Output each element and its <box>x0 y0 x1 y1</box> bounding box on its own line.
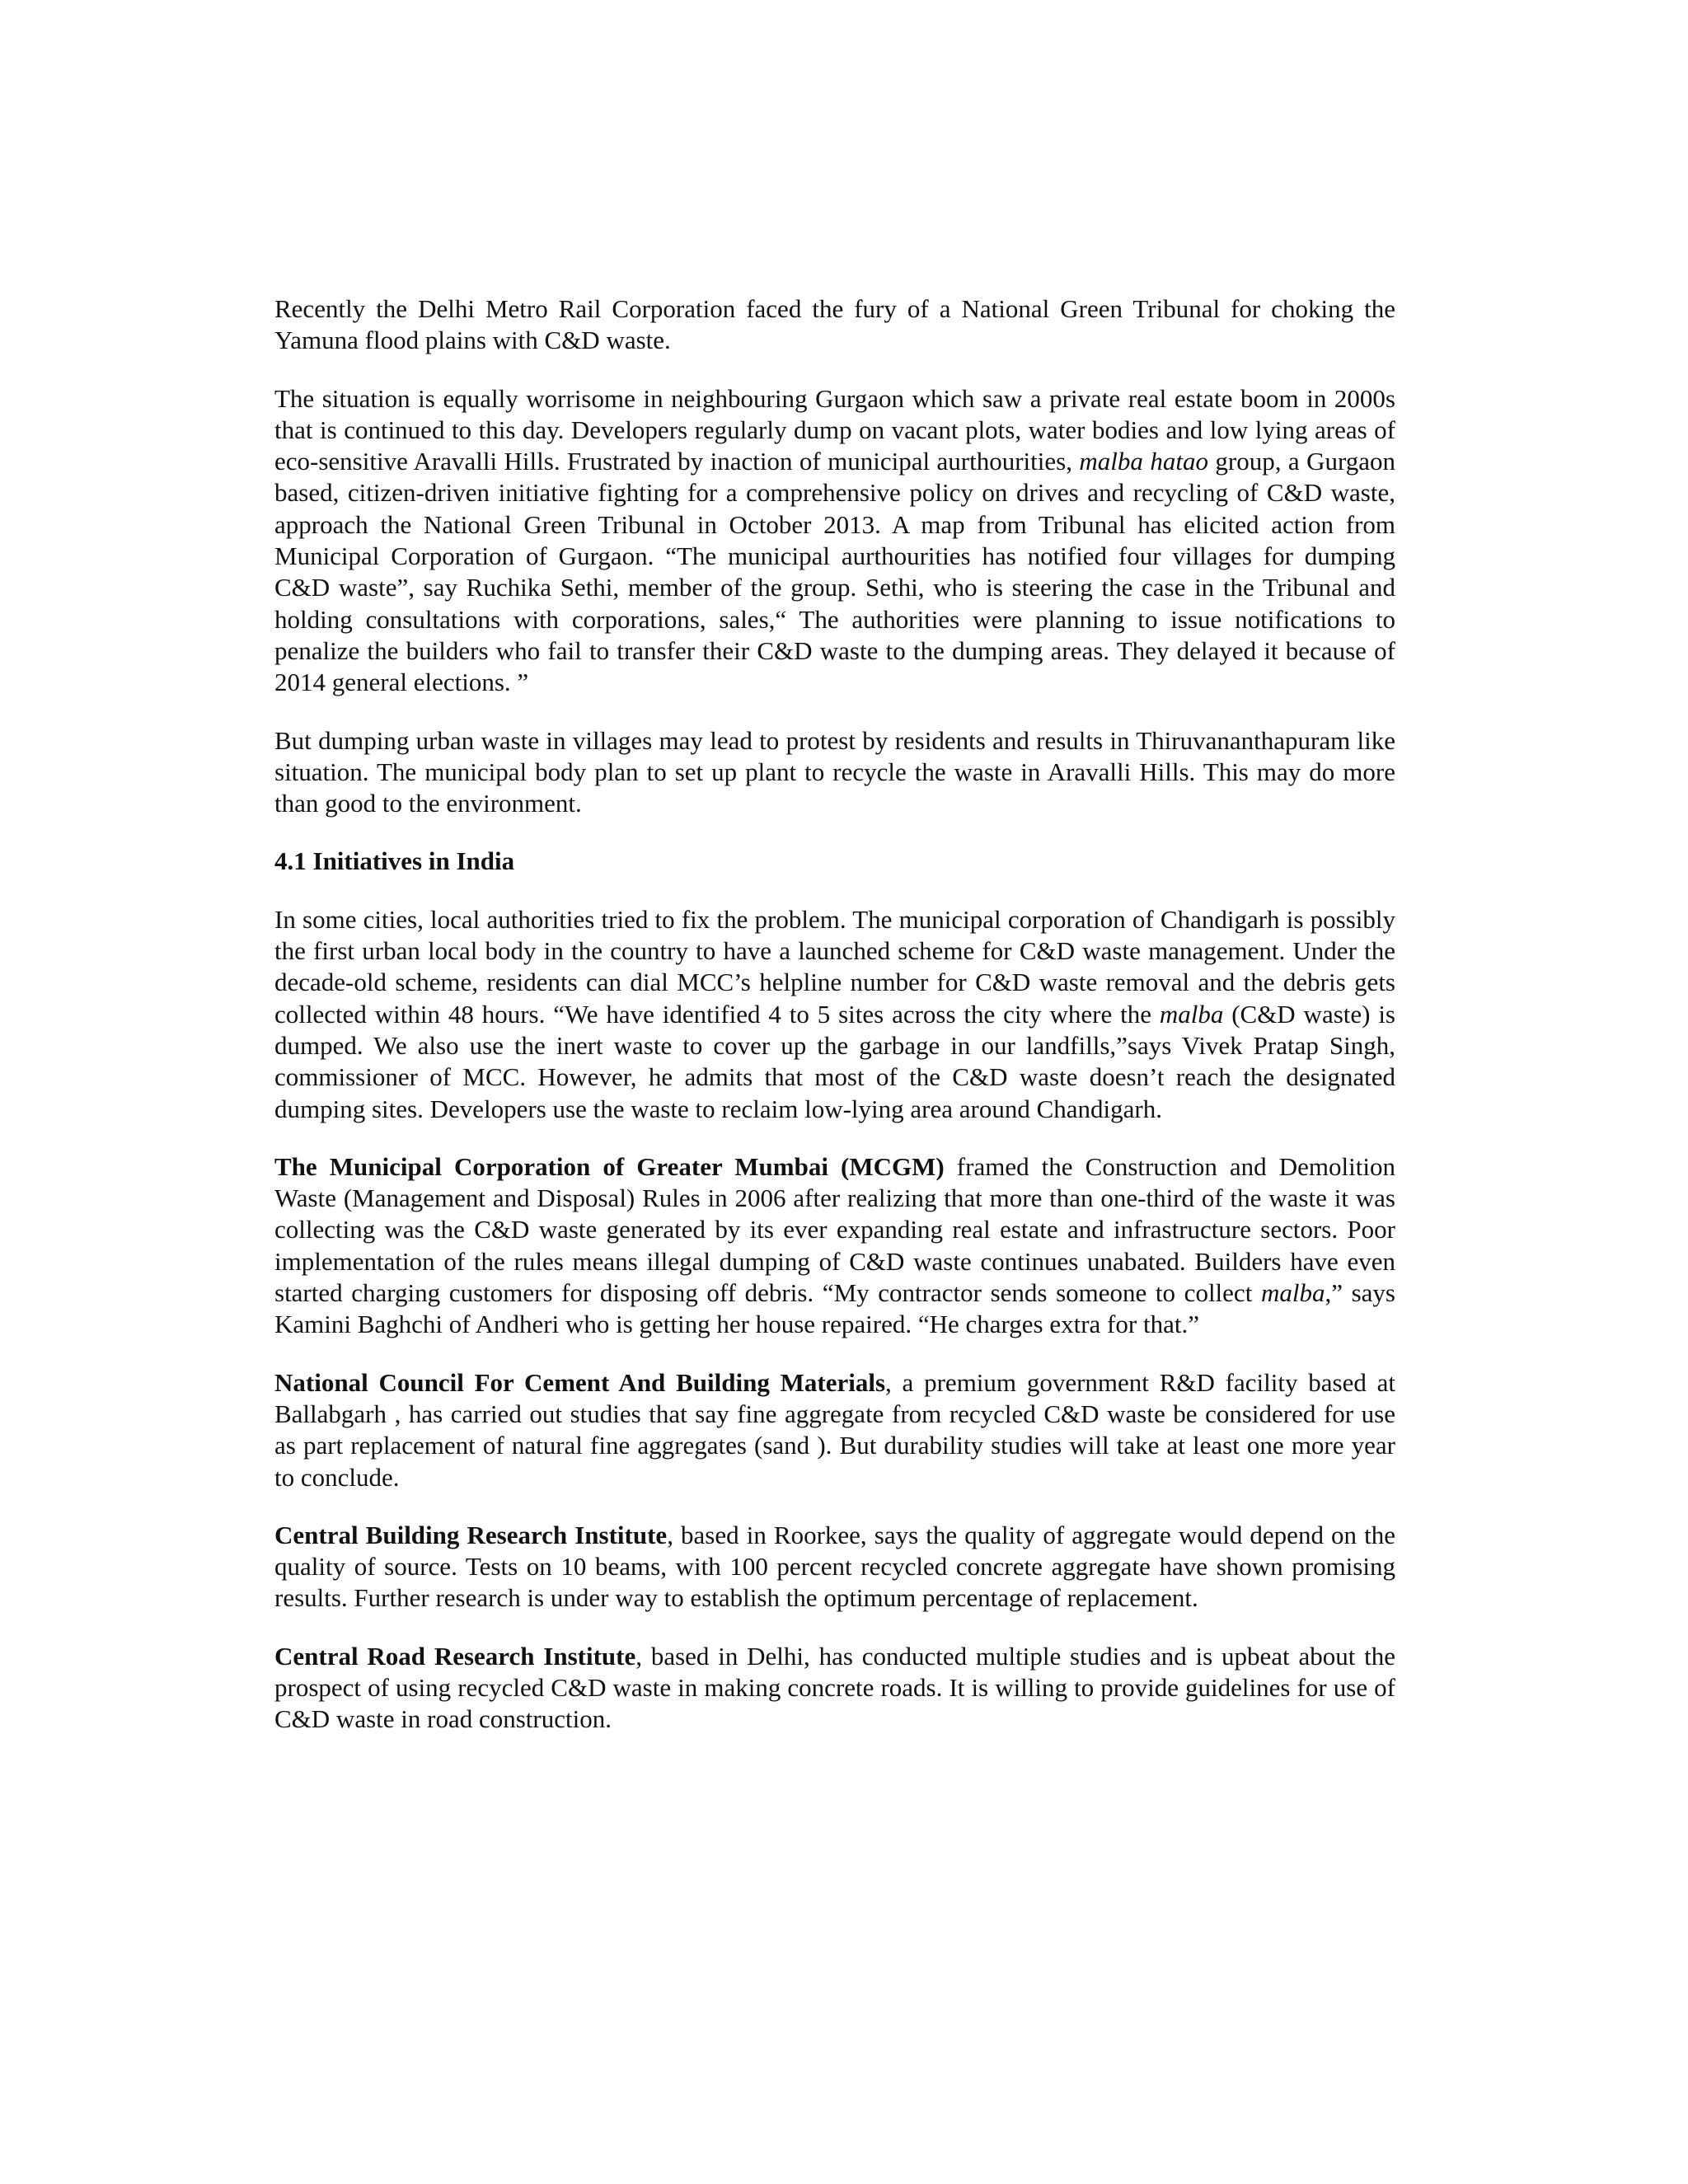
section-heading: 4.1 Initiatives in India <box>274 846 515 876</box>
paragraph-mcgm-text-b: ,” says Kamini Baghchi of Andheri who is getting her house repaired. “He charges extra for that.” <box>274 1278 1395 1339</box>
paragraph-gurgaon <box>274 383 1395 699</box>
malba-hatao-term: malba hatao <box>1079 447 1208 476</box>
cbri-name: Central Building Research Institute <box>274 1520 668 1549</box>
paragraph-nccbm-text: , a premium government R&D facility based at Ballabgarh , has carried out studies that say fine aggregate from recycled C&D waste be considered for use as part replacement of natural fine aggregates (sand ). But durability studies will take at least one more year to conclude. <box>274 1367 1395 1492</box>
paragraph-mcgm-text-a: framed the Construction and Demolition Waste (Management and Disposal) Rules in 2006 after realizing that more than one-third of the waste it was collecting was the C&D waste generated by its ever expanding real estate and infrastructure sectors. Poor implementation of the rules means illegal dumping of C&D waste continues unabated. Builders have even started charging customers for disposing off debris. “My contractor sends someone to collect <box>274 1151 1395 1308</box>
paragraph-gurgaon-text-b: group, a Gurgaon based, citizen-driven initiative fighting for a comprehensive policy on drives and recycling of C&D waste, approach the National Green Tribunal in October 2013. A map from Tribunal has elicited action from Municipal Corporation of Gurgaon. “The municipal aurthourities has notified four villages for dumping C&D waste”, say Ruchika Sethi, member of the group. Sethi, who is steering the case in the Tribunal and holding consultations with corporations, sales,“ The authorities were planning to issue notifications to penalize the builders who fail to transfer their C&D waste to the dumping areas. They delayed it because of 2014 general elections. ” <box>274 447 1395 697</box>
paragraph-mcgm <box>274 1151 1395 1341</box>
paragraph-chandigarh-text-b: (C&D waste) is dumped. We also use the inert waste to cover up the garbage in our landfills,”says Vivek Pratap Singh, commissioner of MCC. However, he admits that most of the C&D waste doesn’t reach the designated dumping sites. Developers use the waste to reclaim low-lying area around Chandigarh. <box>274 999 1396 1123</box>
mcgm-name: The Municipal Corporation of Greater Mumbai (MCGM) <box>274 1151 945 1181</box>
paragraph-cbri <box>274 1520 1395 1615</box>
paragraph-crri-text: , based in Delhi, has conducted multiple studies and is upbeat about the prospect of using recycled C&D waste in making concrete roads. It is willing to provide guidelines for use of C&D waste in road construction. <box>274 1641 1395 1734</box>
crri-name: Central Road Research Institute <box>274 1641 636 1671</box>
paragraph-cbri-text: , based in Roorkee, says the quality of aggregate would depend on the quality of source. Tests on 10 beams, with 100 percent recycled concrete aggregate have shown promising results. Further research is under way to establish the optimum percentage of replacement. <box>274 1520 1395 1613</box>
paragraph-chandigarh-text-a: In some cities, local authorities tried to fix the problem. The municipal corporation of Chandigarh is possibly the first urban local body in the country to have a launched scheme for C&D waste management. Under the decade-old scheme, residents can dial MCC’s helpline number for C&D waste removal and the debris gets collected within 48 hours. “We have identified 4 to 5 sites across the city where the <box>274 904 1395 1029</box>
paragraph-chandigarh <box>274 904 1395 1125</box>
malba-term: malba <box>1159 999 1224 1029</box>
paragraph-dmrc: Recently the Delhi Metro Rail Corporation faced the fury of a National Green Tribunal for choking the Yamuna flood plains with C&D waste. <box>274 294 1395 355</box>
nccbm-name: National Council For Cement And Building Materials <box>274 1367 886 1397</box>
malba-term-mcgm: malba <box>1260 1278 1325 1308</box>
paragraph-villages: But dumping urban waste in villages may lead to protest by residents and results in Thiruvananthapuram like situation. The municipal body plan to set up plant to recycle the waste in Aravalli Hills. This may do more than good to the environment. <box>274 725 1395 818</box>
paragraph-gurgaon-text-a: The situation is equally worrisome in neighbouring Gurgaon which saw a private real estate boom in 2000s that is continued to this day. Developers regularly dump on vacant plots, water bodies and low lying areas of eco-sensitive Aravalli Hills. Frustrated by inaction of municipal aurthourities, <box>274 383 1395 476</box>
paragraph-nccbm <box>274 1367 1395 1493</box>
paragraph-crri <box>274 1641 1395 1736</box>
document-page <box>274 293 1395 1762</box>
